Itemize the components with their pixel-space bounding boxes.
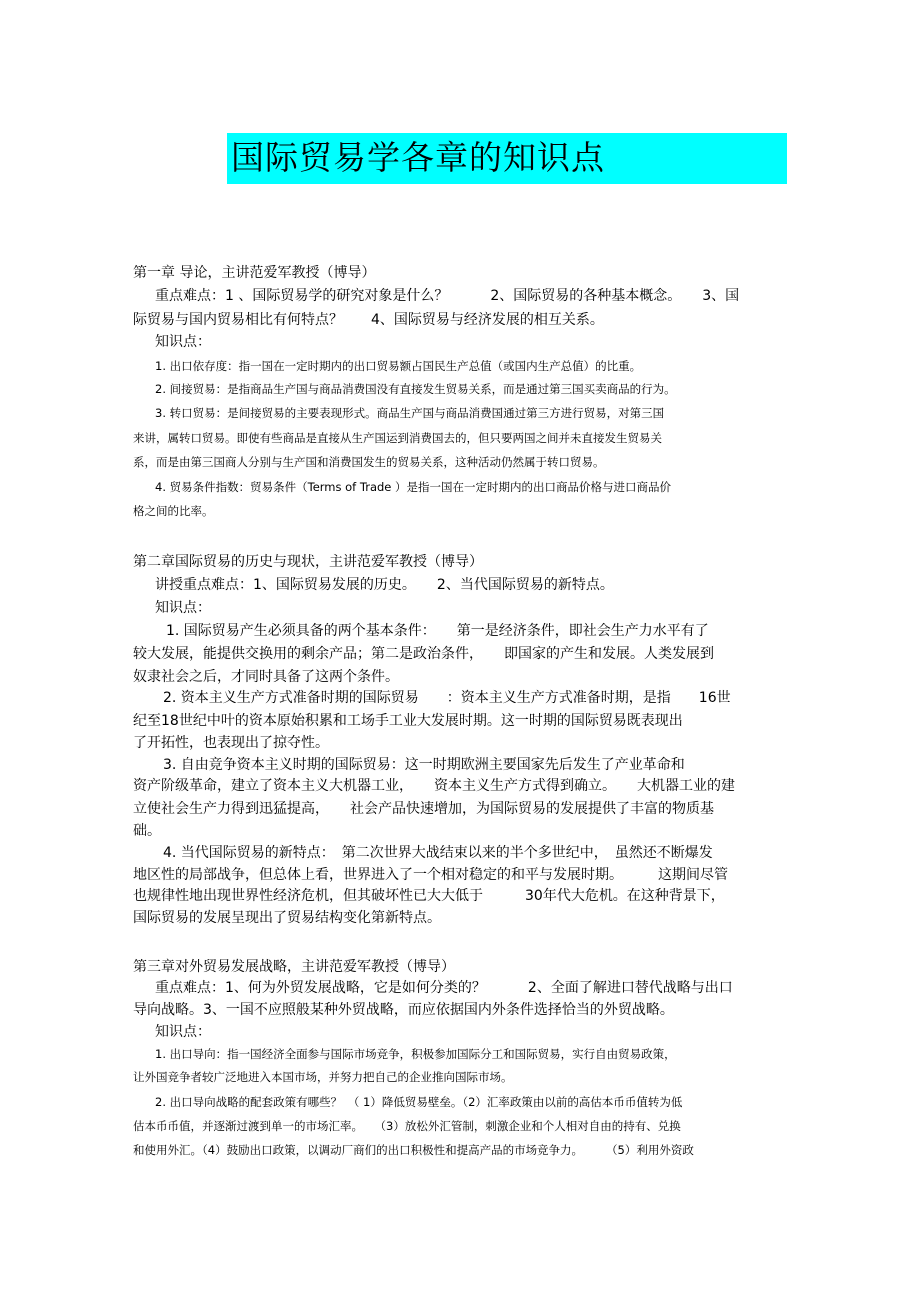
chapter-2-item-4-cont-2: 也规律性地出现世界性经济危机，但其破坏性已大大低于 30年代大危机。在这种背景下， (133, 888, 725, 904)
chapter-1-key-points: 重点难点：1 、国际贸易学的研究对象是什么？ 2、国际贸易的各种基本概念。 3、国 (155, 288, 740, 304)
chapter-3-item-1-cont: 让外国竞争者较广泛地进入本国市场，并努力把自己的企业推向国际市场。 (133, 1070, 513, 1084)
chapter-2-knowledge-label: 知识点： (155, 600, 211, 616)
chapter-2-item-3: 3. 自由竞争资本主义时期的国际贸易：这一时期欧洲主要国家先后发生了产业革命和 (163, 757, 685, 773)
chapter-3-key-points: 重点难点：1、何为外贸发展战略，它是如何分类的？ 2、全面了解进口替代战略与出口 (155, 980, 733, 996)
chapter-3-knowledge-label: 知识点： (155, 1024, 211, 1040)
chapter-1-item-4: 4. 贸易条件指数：贸易条件（Terms of Trade ）是指一国在一定时期内的出口商品价格与进口商品价 (155, 480, 672, 494)
chapter-2-item-1: 1. 国际贸易产生必须具备的两个基本条件： 第一是经济条件，即社会生产力水平有了 (166, 623, 709, 639)
chapter-2-item-1-cont-2: 奴隶社会之后，才同时具备了这两个条件。 (133, 669, 399, 685)
chapter-2-item-4: 4. 当代国际贸易的新特点： 第二次世界大战结束以来的半个多世纪中， 虽然还不断爆发 (163, 845, 713, 861)
chapter-3-key-points-cont: 导向战略。3、一国不应照般某种外贸战略，而应依据国内外条件选择恰当的外贸战略。 (133, 1002, 674, 1018)
chapter-1-item-4-cont: 格之间的比率。 (133, 504, 214, 518)
chapter-1-key-points-cont: 际贸易与国内贸易相比有何特点？ 4、国际贸易与经济发展的相互关系。 (133, 312, 604, 328)
chapter-1-item-3-cont-2: 系，而是由第三国商人分别与生产国和消费国发生的贸易关系，这种活动仍然属于转口贸易。 (133, 455, 605, 469)
chapter-2-item-1-cont-1: 较大发展，能提供交换用的剩余产品；第二是政治条件， 即国家的产生和发展。人类发展到 (133, 646, 714, 662)
chapter-2-item-4-cont-1: 地区性的局部战争，但总体上看，世界进入了一个相对稳定的和平与发展时期。 这期间尽管 (133, 867, 728, 883)
chapter-2-item-4-cont-3: 国际贸易的发展呈现出了贸易结构变化第新特点。 (133, 910, 441, 926)
chapter-2-item-2: 2. 资本主义生产方式准备时期的国际贸易 ：资本主义生产方式准备时期，是指 16世 (163, 690, 731, 706)
chapter-2-item-3-cont-1: 资产阶级革命，建立了资本主义大机器工业， 资本主义生产方式得到确立。 大机器工业的建 (133, 778, 735, 794)
page-title: 国际贸易学各章的知识点 (231, 138, 605, 177)
chapter-2-item-3-cont-3: 础。 (133, 823, 161, 839)
chapter-2-item-3-cont-2: 立使社会生产力得到迅猛提高， 社会产品快速增加，为国际贸易的发展提供了丰富的物质基 (133, 801, 714, 817)
chapter-2-item-2-cont-2: 了开拓性，也表现出了掠夺性。 (133, 735, 329, 751)
chapter-1-item-2: 2. 间接贸易：是指商品生产国与商品消费国没有直接发生贸易关系，而是通过第三国买卖商品的行为。 (155, 382, 676, 396)
chapter-1-item-1: 1. 出口依存度：指一国在一定时期内的出口贸易额占国民生产总值（或国内生产总值）的比重。 (155, 359, 642, 373)
chapter-2-item-2-cont-1: 纪至18世纪中叶的资本原始积累和工场手工业大发展时期。这一时期的国际贸易既表现出 (133, 713, 683, 729)
chapter-3-item-2: 2. 出口导向战略的配套政策有哪些？ （ 1）降低贸易壁垒。（2）汇率政策由以前的高估本币币值转为低 (155, 1095, 683, 1109)
chapter-3-heading: 第三章对外贸易发展战略，主讲范爱军教授（博导） (133, 959, 455, 975)
chapter-1-item-3-cont-1: 来讲，属转口贸易。即使有些商品是直接从生产国运到消费国去的，但只要两国之间并未直接发生贸易关 (133, 431, 662, 445)
chapter-3-item-1: 1. 出口导向：指一国经济全面参与国际市场竞争，积极参加国际分工和国际贸易，实行自由贸易政策， (155, 1047, 676, 1061)
chapter-1-heading: 第一章 导论，主讲范爱军教授（博导） (133, 265, 376, 281)
chapter-3-item-2-cont-2: 和使用外汇。（4）鼓励出口政策，以调动厂商们的出口积极性和提高产品的市场竞争力。 （5）利用外资政 (133, 1143, 694, 1157)
chapter-1-knowledge-label: 知识点： (155, 334, 211, 350)
chapter-1-item-3: 3. 转口贸易：是间接贸易的主要表现形式。商品生产国与商品消费国通过第三方进行贸易，对第三国 (155, 406, 665, 420)
chapter-2-heading: 第二章国际贸易的历史与现状，主讲范爱军教授（博导） (133, 554, 483, 570)
chapter-2-key-points: 讲授重点难点：1、国际贸易发展的历史。 2、当代国际贸易的新特点。 (155, 577, 614, 593)
chapter-3-item-2-cont-1: 估本币币值，并逐渐过渡到单一的市场汇率。 （3）放松外汇管制，刺激企业和个人相对自由的持有、兑换 (133, 1119, 681, 1133)
